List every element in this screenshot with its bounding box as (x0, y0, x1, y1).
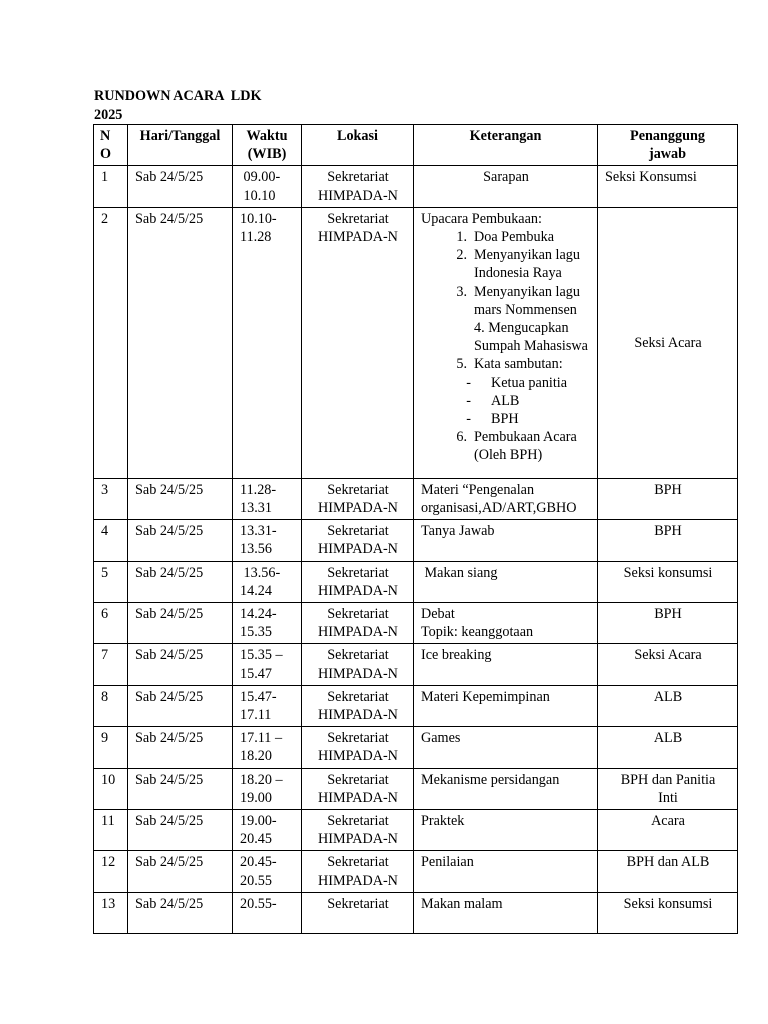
table-row (94, 478, 738, 519)
cell-day: Sab 24/5/25 (128, 851, 233, 892)
dash-bullet: - (466, 374, 471, 391)
cell-pic: ALB (598, 727, 738, 768)
cell-location: Sekretariat HIMPADA-N (302, 478, 414, 519)
list-text: Kata sambutan: (474, 356, 563, 373)
sub-list-item (421, 410, 591, 428)
cell-time: 13.31- 13.56 (233, 520, 302, 561)
cell-time: 10.10- 11.28 (233, 207, 302, 478)
sub-list-text: ALB (491, 392, 520, 409)
table-row (94, 603, 738, 644)
cell-no: 3 (94, 478, 128, 519)
cell-time: 20.45- 20.55 (233, 851, 302, 892)
cell-no: 1 (94, 166, 128, 207)
cell-description: Penilaian (414, 851, 598, 892)
cell-pic: ALB (598, 685, 738, 726)
list-number: 3. (456, 283, 467, 300)
cell-day: Sab 24/5/25 (128, 603, 233, 644)
cell-time: 14.24- 15.35 (233, 603, 302, 644)
sub-list-text: BPH (491, 411, 519, 428)
list-text: Menyanyikan lagu mars Nommensen 4. Mengucapkan Sumpah Mahasiswa (474, 283, 588, 355)
cell-pic: BPH (598, 520, 738, 561)
list-item (421, 355, 591, 373)
cell-description: Debat Topik: keanggotaan (414, 603, 598, 644)
cell-time: 09.00- 10.10 (233, 166, 302, 207)
cell-day: Sab 24/5/25 (128, 561, 233, 602)
cell-pic: Seksi Konsumsi (598, 166, 738, 207)
table-header-row (94, 125, 738, 166)
cell-day: Sab 24/5/25 (128, 166, 233, 207)
title-line-2: 2025 (94, 106, 123, 123)
list-item (421, 428, 591, 464)
program-list (421, 228, 591, 374)
table-row (94, 685, 738, 726)
cell-location: Sekretariat HIMPADA-N (302, 768, 414, 809)
cell-description: Sarapan (414, 166, 598, 207)
sub-list-item (421, 392, 591, 410)
list-item (421, 246, 591, 282)
cell-description: Makan malam (414, 892, 598, 933)
cell-day: Sab 24/5/25 (128, 810, 233, 851)
cell-day: Sab 24/5/25 (128, 644, 233, 685)
cell-day: Sab 24/5/25 (128, 727, 233, 768)
cell-no: 4 (94, 520, 128, 561)
cell-no: 9 (94, 727, 128, 768)
cell-location: Sekretariat HIMPADA-N (302, 603, 414, 644)
cell-location: Sekretariat HIMPADA-N (302, 166, 414, 207)
cell-no: 7 (94, 644, 128, 685)
table-row (94, 892, 738, 933)
header-description: Keterangan (414, 125, 598, 166)
cell-time: 19.00- 20.45 (233, 810, 302, 851)
table-row (94, 644, 738, 685)
list-item (421, 228, 591, 246)
list-item (421, 283, 591, 356)
list-number: 2. (456, 247, 467, 264)
cell-description: Makan siang (414, 561, 598, 602)
cell-time: 18.20 – 19.00 (233, 768, 302, 809)
cell-pic: BPH (598, 478, 738, 519)
table-row (94, 166, 738, 207)
list-text: Doa Pembuka (474, 229, 554, 246)
cell-pic: Seksi konsumsi (598, 561, 738, 602)
table-row (94, 561, 738, 602)
table-row (94, 768, 738, 809)
cell-day: Sab 24/5/25 (128, 768, 233, 809)
cell-time: 15.35 – 15.47 (233, 644, 302, 685)
dash-bullet: - (466, 411, 471, 428)
cell-day: Sab 24/5/25 (128, 478, 233, 519)
cell-no: 12 (94, 851, 128, 892)
cell-location: Sekretariat HIMPADA-N (302, 207, 414, 478)
list-text: Menyanyikan lagu Indonesia Raya (474, 247, 580, 282)
cell-pic: Seksi Acara (598, 644, 738, 685)
cell-no: 13 (94, 892, 128, 933)
cell-description: Games (414, 727, 598, 768)
cell-description: Praktek (414, 810, 598, 851)
cell-description: Materi Kepemimpinan (414, 685, 598, 726)
header-pic: Penanggung jawab (598, 125, 738, 166)
cell-description: Mekanisme persidangan (414, 768, 598, 809)
cell-description (414, 207, 598, 478)
cell-location: Sekretariat HIMPADA-N (302, 685, 414, 726)
cell-location: Sekretariat HIMPADA-N (302, 561, 414, 602)
dash-bullet: - (466, 392, 471, 409)
cell-description: Tanya Jawab (414, 520, 598, 561)
cell-description: Materi “Pengenalan organisasi,AD/ART,GBHO (414, 478, 598, 519)
cell-no: 6 (94, 603, 128, 644)
cell-location: Sekretariat HIMPADA-N (302, 851, 414, 892)
sub-list-text: Ketua panitia (491, 374, 568, 391)
title-line-1: RUNDOWN ACARA LDK (94, 88, 262, 104)
cell-location: Sekretariat HIMPADA-N (302, 520, 414, 561)
description-intro: Upacara Pembukaan: (421, 210, 542, 227)
cell-time: 17.11 – 18.20 (233, 727, 302, 768)
cell-location: Sekretariat (302, 892, 414, 933)
cell-location: Sekretariat HIMPADA-N (302, 727, 414, 768)
table-row (94, 810, 738, 851)
table-row (94, 520, 738, 561)
cell-day: Sab 24/5/25 (128, 685, 233, 726)
table-row (94, 727, 738, 768)
cell-time: 20.55- (233, 892, 302, 933)
cell-no: 8 (94, 685, 128, 726)
cell-pic: BPH dan ALB (598, 851, 738, 892)
cell-time: 11.28- 13.31 (233, 478, 302, 519)
cell-pic: Seksi Acara (598, 207, 738, 478)
header-time: Waktu (WIB) (233, 125, 302, 166)
cell-day: Sab 24/5/25 (128, 520, 233, 561)
sub-list-item (421, 374, 591, 392)
rundown-table (93, 124, 738, 934)
cell-no: 5 (94, 561, 128, 602)
document-title (94, 87, 262, 124)
cell-day: Sab 24/5/25 (128, 207, 233, 478)
cell-pic: BPH dan Panitia Inti (598, 768, 738, 809)
list-number: 6. (456, 429, 467, 446)
cell-location: Sekretariat HIMPADA-N (302, 810, 414, 851)
cell-pic: Acara (598, 810, 738, 851)
cell-day: Sab 24/5/25 (128, 892, 233, 933)
list-text: Pembukaan Acara (Oleh BPH) (474, 429, 577, 464)
cell-no: 2 (94, 207, 128, 478)
table-row (94, 207, 738, 478)
cell-description: Ice breaking (414, 644, 598, 685)
cell-no: 10 (94, 768, 128, 809)
cell-pic: BPH (598, 603, 738, 644)
list-number: 1. (456, 229, 467, 246)
cell-no: 11 (94, 810, 128, 851)
header-no: N O (94, 125, 128, 166)
cell-location: Sekretariat HIMPADA-N (302, 644, 414, 685)
program-list-end (421, 428, 591, 464)
cell-pic: Seksi konsumsi (598, 892, 738, 933)
header-day: Hari/Tanggal (128, 125, 233, 166)
cell-time: 13.56- 14.24 (233, 561, 302, 602)
table-row (94, 851, 738, 892)
header-location: Lokasi (302, 125, 414, 166)
cell-time: 15.47- 17.11 (233, 685, 302, 726)
list-number: 5. (456, 356, 467, 373)
